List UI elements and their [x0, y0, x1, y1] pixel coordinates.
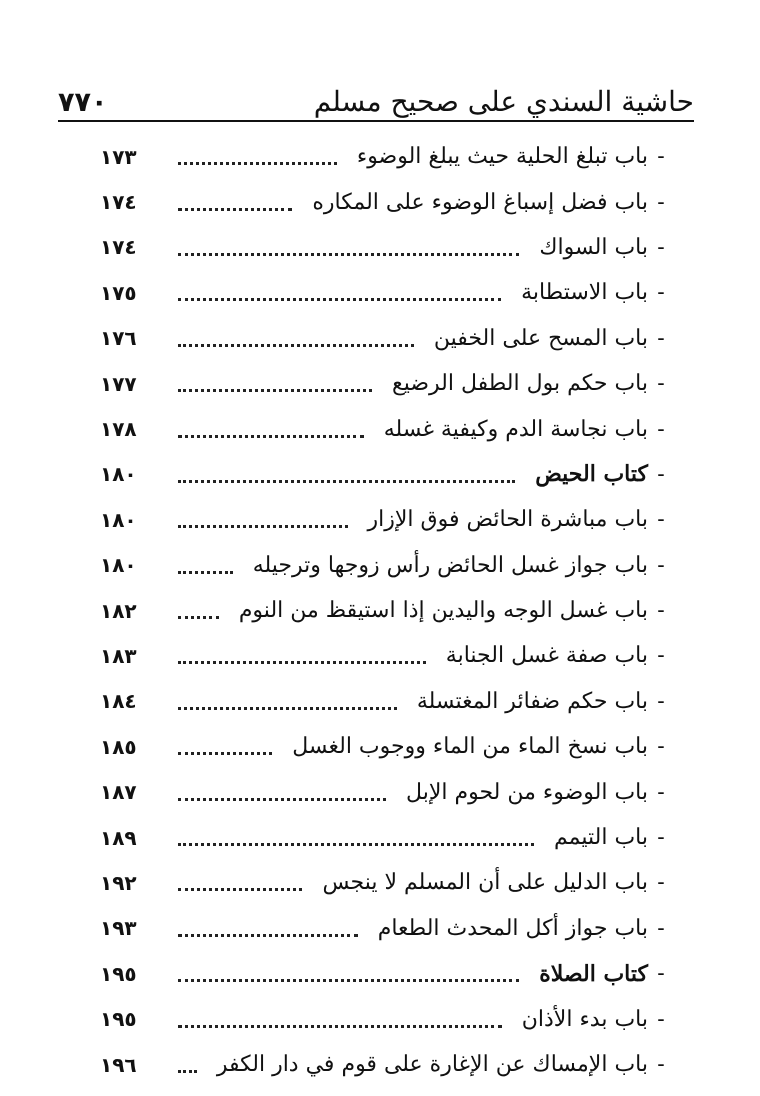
- dot-leader: [178, 934, 358, 937]
- entry-page-number: ١٧٤: [100, 190, 137, 215]
- entry-title: باب بدء الأذان: [521, 1006, 648, 1032]
- dot-leader: [178, 298, 501, 301]
- entry-page-number: ١٨٧: [100, 780, 137, 805]
- toc-entry: [100, 270, 674, 315]
- entry-title: باب الدليل على أن المسلم لا ينجس: [322, 870, 648, 896]
- toc-entry: [100, 679, 674, 724]
- entry-title: باب جواز غسل الحائض رأس زوجها وترجيله: [252, 552, 648, 578]
- entry-page-number: ١٨٠: [100, 553, 137, 578]
- entry-title: باب التيمم: [554, 825, 648, 851]
- dot-leader: [178, 1025, 502, 1028]
- entry-title: باب حكم بول الطفل الرضيع: [391, 371, 648, 397]
- entry-dash: -: [657, 825, 665, 851]
- toc-entry: [100, 1042, 674, 1087]
- dot-leader: [178, 616, 219, 619]
- toc-entry: [100, 406, 674, 451]
- entry-dash: -: [657, 371, 665, 397]
- toc-entry: [100, 179, 674, 224]
- entry-page-number: ١٧٧: [100, 371, 137, 396]
- entry-dash: -: [657, 643, 665, 669]
- dot-leader: [178, 480, 515, 483]
- entry-dash: -: [657, 870, 665, 896]
- page-number: ٧٧٠: [58, 87, 108, 118]
- entry-title: باب نجاسة الدم وكيفية غسله: [383, 416, 648, 442]
- toc-entry: [100, 815, 674, 860]
- entry-dash: -: [657, 507, 665, 533]
- dot-leader: [178, 707, 397, 710]
- entry-title: باب جواز أكل المحدث الطعام: [377, 915, 648, 941]
- dot-leader: [178, 208, 292, 211]
- toc-entry: [100, 134, 674, 179]
- entry-page-number: ١٨٠: [100, 462, 137, 487]
- entry-page-number: ١٩٥: [100, 961, 137, 986]
- toc-entry: [100, 860, 674, 905]
- dot-leader: [178, 344, 414, 347]
- toc-entry: [100, 724, 674, 769]
- entry-page-number: ١٩٣: [100, 916, 137, 941]
- dot-leader: [178, 1070, 197, 1073]
- toc-entry: [100, 225, 674, 270]
- entry-page-number: ١٧٤: [100, 235, 137, 260]
- entry-title: كتاب الصلاة: [539, 960, 648, 987]
- entry-dash: -: [657, 688, 665, 714]
- toc-entry: [100, 996, 674, 1041]
- entry-page-number: ١٧٦: [100, 326, 137, 351]
- entry-page-number: ١٧٨: [100, 417, 137, 442]
- entry-dash: -: [657, 234, 665, 260]
- entry-dash: -: [657, 1052, 665, 1077]
- toc-entry: [100, 588, 674, 633]
- entry-dash: -: [657, 280, 665, 306]
- toc-entry: [100, 633, 674, 678]
- entry-dash: -: [657, 961, 665, 987]
- entry-dash: -: [657, 734, 665, 760]
- entry-dash: -: [657, 416, 665, 442]
- entry-page-number: ١٨٠: [100, 507, 137, 532]
- entry-page-number: ١٩٢: [100, 870, 137, 895]
- entry-title: باب الاستطابة: [521, 280, 648, 306]
- dot-leader: [178, 525, 348, 528]
- entry-title: باب صفة غسل الجنابة: [445, 643, 648, 669]
- dot-leader: [178, 435, 364, 438]
- toc-entry: [100, 769, 674, 814]
- entry-title: باب المسح على الخفين: [433, 325, 648, 351]
- entry-page-number: ١٩٥: [100, 1007, 137, 1032]
- entry-title: باب الوضوء من لحوم الإبل: [406, 779, 648, 805]
- entry-title: باب تبلغ الحلية حيث يبلغ الوضوء: [356, 144, 648, 170]
- toc-entry: [100, 543, 674, 588]
- entry-dash: -: [657, 144, 665, 170]
- dot-leader: [178, 389, 372, 392]
- entry-page-number: ١٨٣: [100, 643, 137, 668]
- entry-page-number: ١٨٥: [100, 734, 137, 759]
- entry-title: باب فضل إسباغ الوضوء على المكاره: [312, 189, 648, 215]
- entry-page-number: ١٧٥: [100, 280, 137, 305]
- toc-section-heading: [100, 951, 674, 996]
- entry-title: باب مباشرة الحائض فوق الإزار: [367, 507, 648, 533]
- dot-leader: [178, 843, 534, 846]
- entry-page-number: ١٩٦: [100, 1052, 137, 1077]
- entry-dash: -: [657, 1006, 665, 1032]
- dot-leader: [178, 888, 302, 891]
- dot-leader: [178, 752, 272, 755]
- entry-title: باب حكم ضفائر المغتسلة: [416, 688, 648, 714]
- toc-entry: [100, 361, 674, 406]
- entry-dash: -: [657, 598, 665, 624]
- dot-leader: [178, 661, 426, 664]
- entry-dash: -: [657, 189, 665, 215]
- page-header: [58, 70, 694, 122]
- entry-title: كتاب الحيض: [535, 461, 648, 488]
- dot-leader: [178, 162, 337, 165]
- entry-title: باب السواك: [539, 234, 648, 260]
- entry-page-number: ١٨٩: [100, 825, 137, 850]
- entry-page-number: ١٨٢: [100, 598, 137, 623]
- toc-section-heading: [100, 452, 674, 497]
- toc-entry: [100, 316, 674, 361]
- entry-dash: -: [657, 461, 665, 487]
- entry-dash: -: [657, 915, 665, 941]
- entry-page-number: ١٨٤: [100, 689, 137, 714]
- entry-dash: -: [657, 779, 665, 805]
- entry-dash: -: [657, 552, 665, 578]
- toc-entry: [100, 497, 674, 542]
- entry-page-number: ١٧٣: [100, 144, 137, 169]
- dot-leader: [178, 798, 386, 801]
- toc-entry: [100, 906, 674, 951]
- table-of-contents: [100, 134, 674, 1087]
- entry-title: باب غسل الوجه واليدين إذا استيقظ من النوم: [238, 598, 648, 624]
- entry-dash: -: [657, 325, 665, 351]
- dot-leader: [178, 571, 233, 574]
- dot-leader: [178, 979, 519, 982]
- entry-title: باب نسخ الماء من الماء ووجوب الغسل: [292, 734, 648, 760]
- dot-leader: [178, 253, 519, 256]
- entry-title: باب الإمساك عن الإغارة على قوم في دار الكفر: [216, 1052, 648, 1077]
- book-title: حاشية السندي على صحيح مسلم: [313, 85, 694, 118]
